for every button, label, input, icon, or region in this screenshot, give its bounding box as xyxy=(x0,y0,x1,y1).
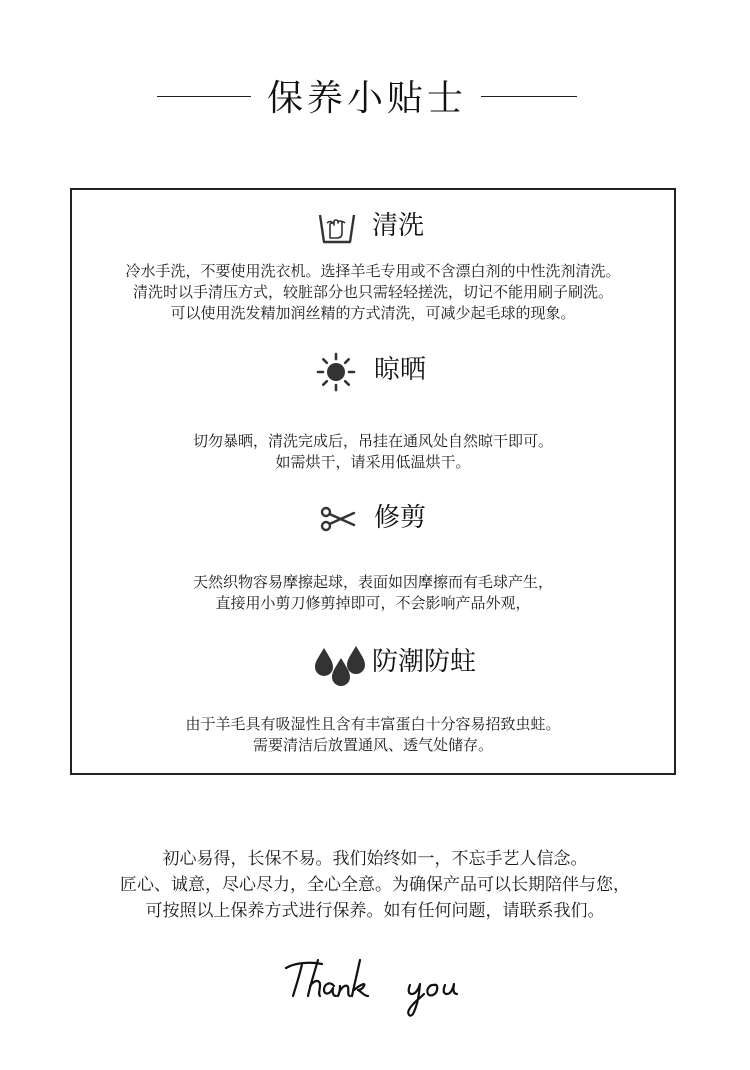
water-drops-icon xyxy=(312,644,370,688)
section-header xyxy=(72,352,674,392)
text-line: 切勿暴晒，清洗完成后，吊挂在通风处自然晾干即可。 xyxy=(192,432,553,450)
section-dry xyxy=(72,352,674,472)
care-tips-card xyxy=(70,188,676,775)
section-header xyxy=(72,644,674,684)
text-line: 由于羊毛具有吸湿性且含有丰富蛋白十分容易招致虫蛀。 xyxy=(185,715,561,733)
section-title: 晾晒 xyxy=(374,355,427,385)
section-header xyxy=(72,500,674,540)
section-text xyxy=(72,261,674,324)
section-header xyxy=(72,208,674,248)
text-line: 冷水手洗，不要使用洗衣机。选择羊毛专用或不含漂白剂的中性洗剂清洗。 xyxy=(125,262,621,280)
section-wash xyxy=(72,208,674,328)
section-title: 清洗 xyxy=(372,211,425,241)
page-title: 保养小贴士 xyxy=(266,78,467,119)
section-text xyxy=(72,572,674,614)
footer-message xyxy=(0,846,750,924)
text-line: 天然织物容易摩擦起球，表面如因摩擦而有毛球产生， xyxy=(192,573,553,591)
thank-you-signature xyxy=(280,952,480,1022)
title-divider-right xyxy=(481,96,577,97)
section-title: 防潮防蛀 xyxy=(372,647,477,677)
text-line: 直接用小剪刀修剪掉即可，不会影响产品外观， xyxy=(215,594,531,612)
text-line: 需要清洁后放置通风、透气处储存。 xyxy=(252,736,493,754)
text-line: 清洗时以手清压方式，较脏部分也只需轻轻搓洗，切记不能用刷子刷洗。 xyxy=(132,283,613,301)
footer-line: 匠心、诚意，尽心尽力，全心全意。为确保产品可以长期陪伴与您， xyxy=(120,875,630,895)
section-moth xyxy=(72,644,674,764)
title-divider-left xyxy=(157,96,251,97)
section-text xyxy=(72,714,674,756)
title-row xyxy=(0,78,750,124)
section-text xyxy=(72,431,674,473)
section-title: 修剪 xyxy=(374,503,427,533)
text-line: 如需烘干，请采用低温烘干。 xyxy=(275,453,471,471)
section-trim xyxy=(72,500,674,620)
text-line: 可以使用洗发精加润丝精的方式清洗，可减少起毛球的现象。 xyxy=(170,304,576,322)
footer-line: 初心易得，长保不易。我们始终如一，不忘手艺人信念。 xyxy=(162,849,588,869)
hand-wash-icon xyxy=(318,211,356,245)
footer-line: 可按照以上保养方式进行保养。如有任何问题，请联系我们。 xyxy=(145,901,605,921)
sun-icon xyxy=(316,352,356,392)
scissors-icon xyxy=(320,506,356,532)
